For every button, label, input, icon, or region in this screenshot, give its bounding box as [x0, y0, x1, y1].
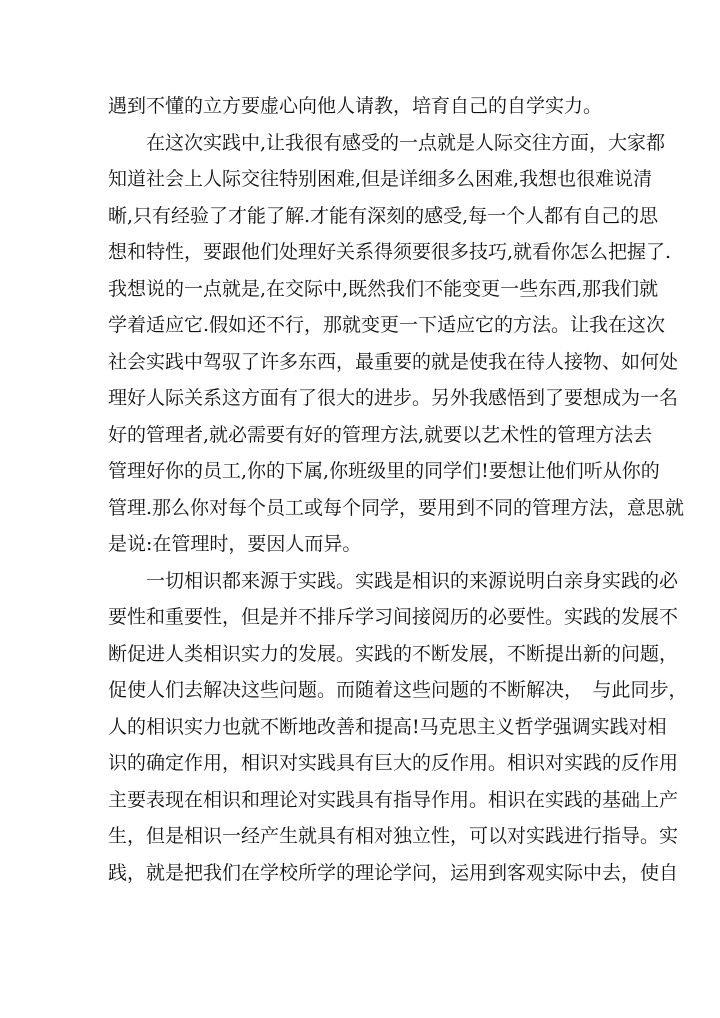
text-line: 识的确定作用，相识对实践具有巨大的反作用。相识对实践的反作用 [108, 752, 679, 774]
text-line: 晰,只有经验了才能了解.才能有深刻的感受,每一个人都有自己的思 [108, 204, 659, 227]
text-line: 好的管理者,就必需要有好的管理方法,就要以艺术性的管理方法去 [108, 423, 653, 446]
text-line: 遇到不懂的立方要虚心向他人请教，培育自己的自学实力。 [108, 95, 603, 117]
body-text [108, 88, 688, 891]
text-line: 学着适应它.假如还不行，那就变更一下适应它的方法。让我在这次 [108, 314, 666, 336]
paragraph-2 [108, 125, 685, 563]
text-line: 社会实践中驾驭了许多东西，最重要的就是使我在待人接物、如何处 [108, 350, 679, 373]
text-line: 是说:在管理时，要因人而异。 [108, 533, 362, 555]
text-line: 理好人际关系这方面有了很大的进步。另外我感悟到了要想成为一名 [108, 387, 679, 409]
text-line: 一切相识都来源于实践。实践是相识的来源说明白亲身实践的必 [108, 569, 679, 592]
text-line: 想和特性，要跟他们处理好关系得须要很多技巧,就看你怎么把握了. [108, 241, 672, 263]
text-line: 断促进人类相识实力的发展。实践的不断发展，不断提出新的问题， [108, 642, 679, 665]
paragraph-3 [108, 563, 688, 892]
text-line: 我想说的一点就是,在交际中,既然我们不能变更一些东西,那我们就 [108, 277, 659, 300]
text-line: 人的相识实力也就不断地改善和提高!马克思主义哲学强调实践对相 [108, 715, 667, 738]
text-line: 在这次实践中,让我很有感受的一点就是人际交往方面，大家都 [108, 131, 666, 154]
text-line: 促使人们去解决这些问题。而随着这些问题的不断解决， 与此同步， [108, 679, 688, 701]
text-line: 生，但是相识一经产生就具有相对独立性，可以对实践进行指导。实 [108, 825, 679, 847]
text-line: 主要表现在相识和理论对实践具有指导作用。相识在实践的基础上产 [108, 788, 679, 811]
text-line: 践，就是把我们在学校所学的理论学问，运用到客观实际中去，使自 [108, 861, 679, 884]
text-line: 要性和重要性，但是并不排斥学习间接阅历的必要性。实践的发展不 [108, 606, 679, 628]
text-line: 管理.那么你对每个员工或每个同学，要用到不同的管理方法，意思就 [108, 496, 685, 519]
text-line: 知道社会上人际交往特别困难,但是详细多么困难,我想也很难说清 [108, 168, 653, 190]
text-line: 管理好你的员工,你的下属,你班级里的同学们!要想让他们听从你的 [108, 460, 660, 482]
paragraph-1 [108, 88, 608, 125]
